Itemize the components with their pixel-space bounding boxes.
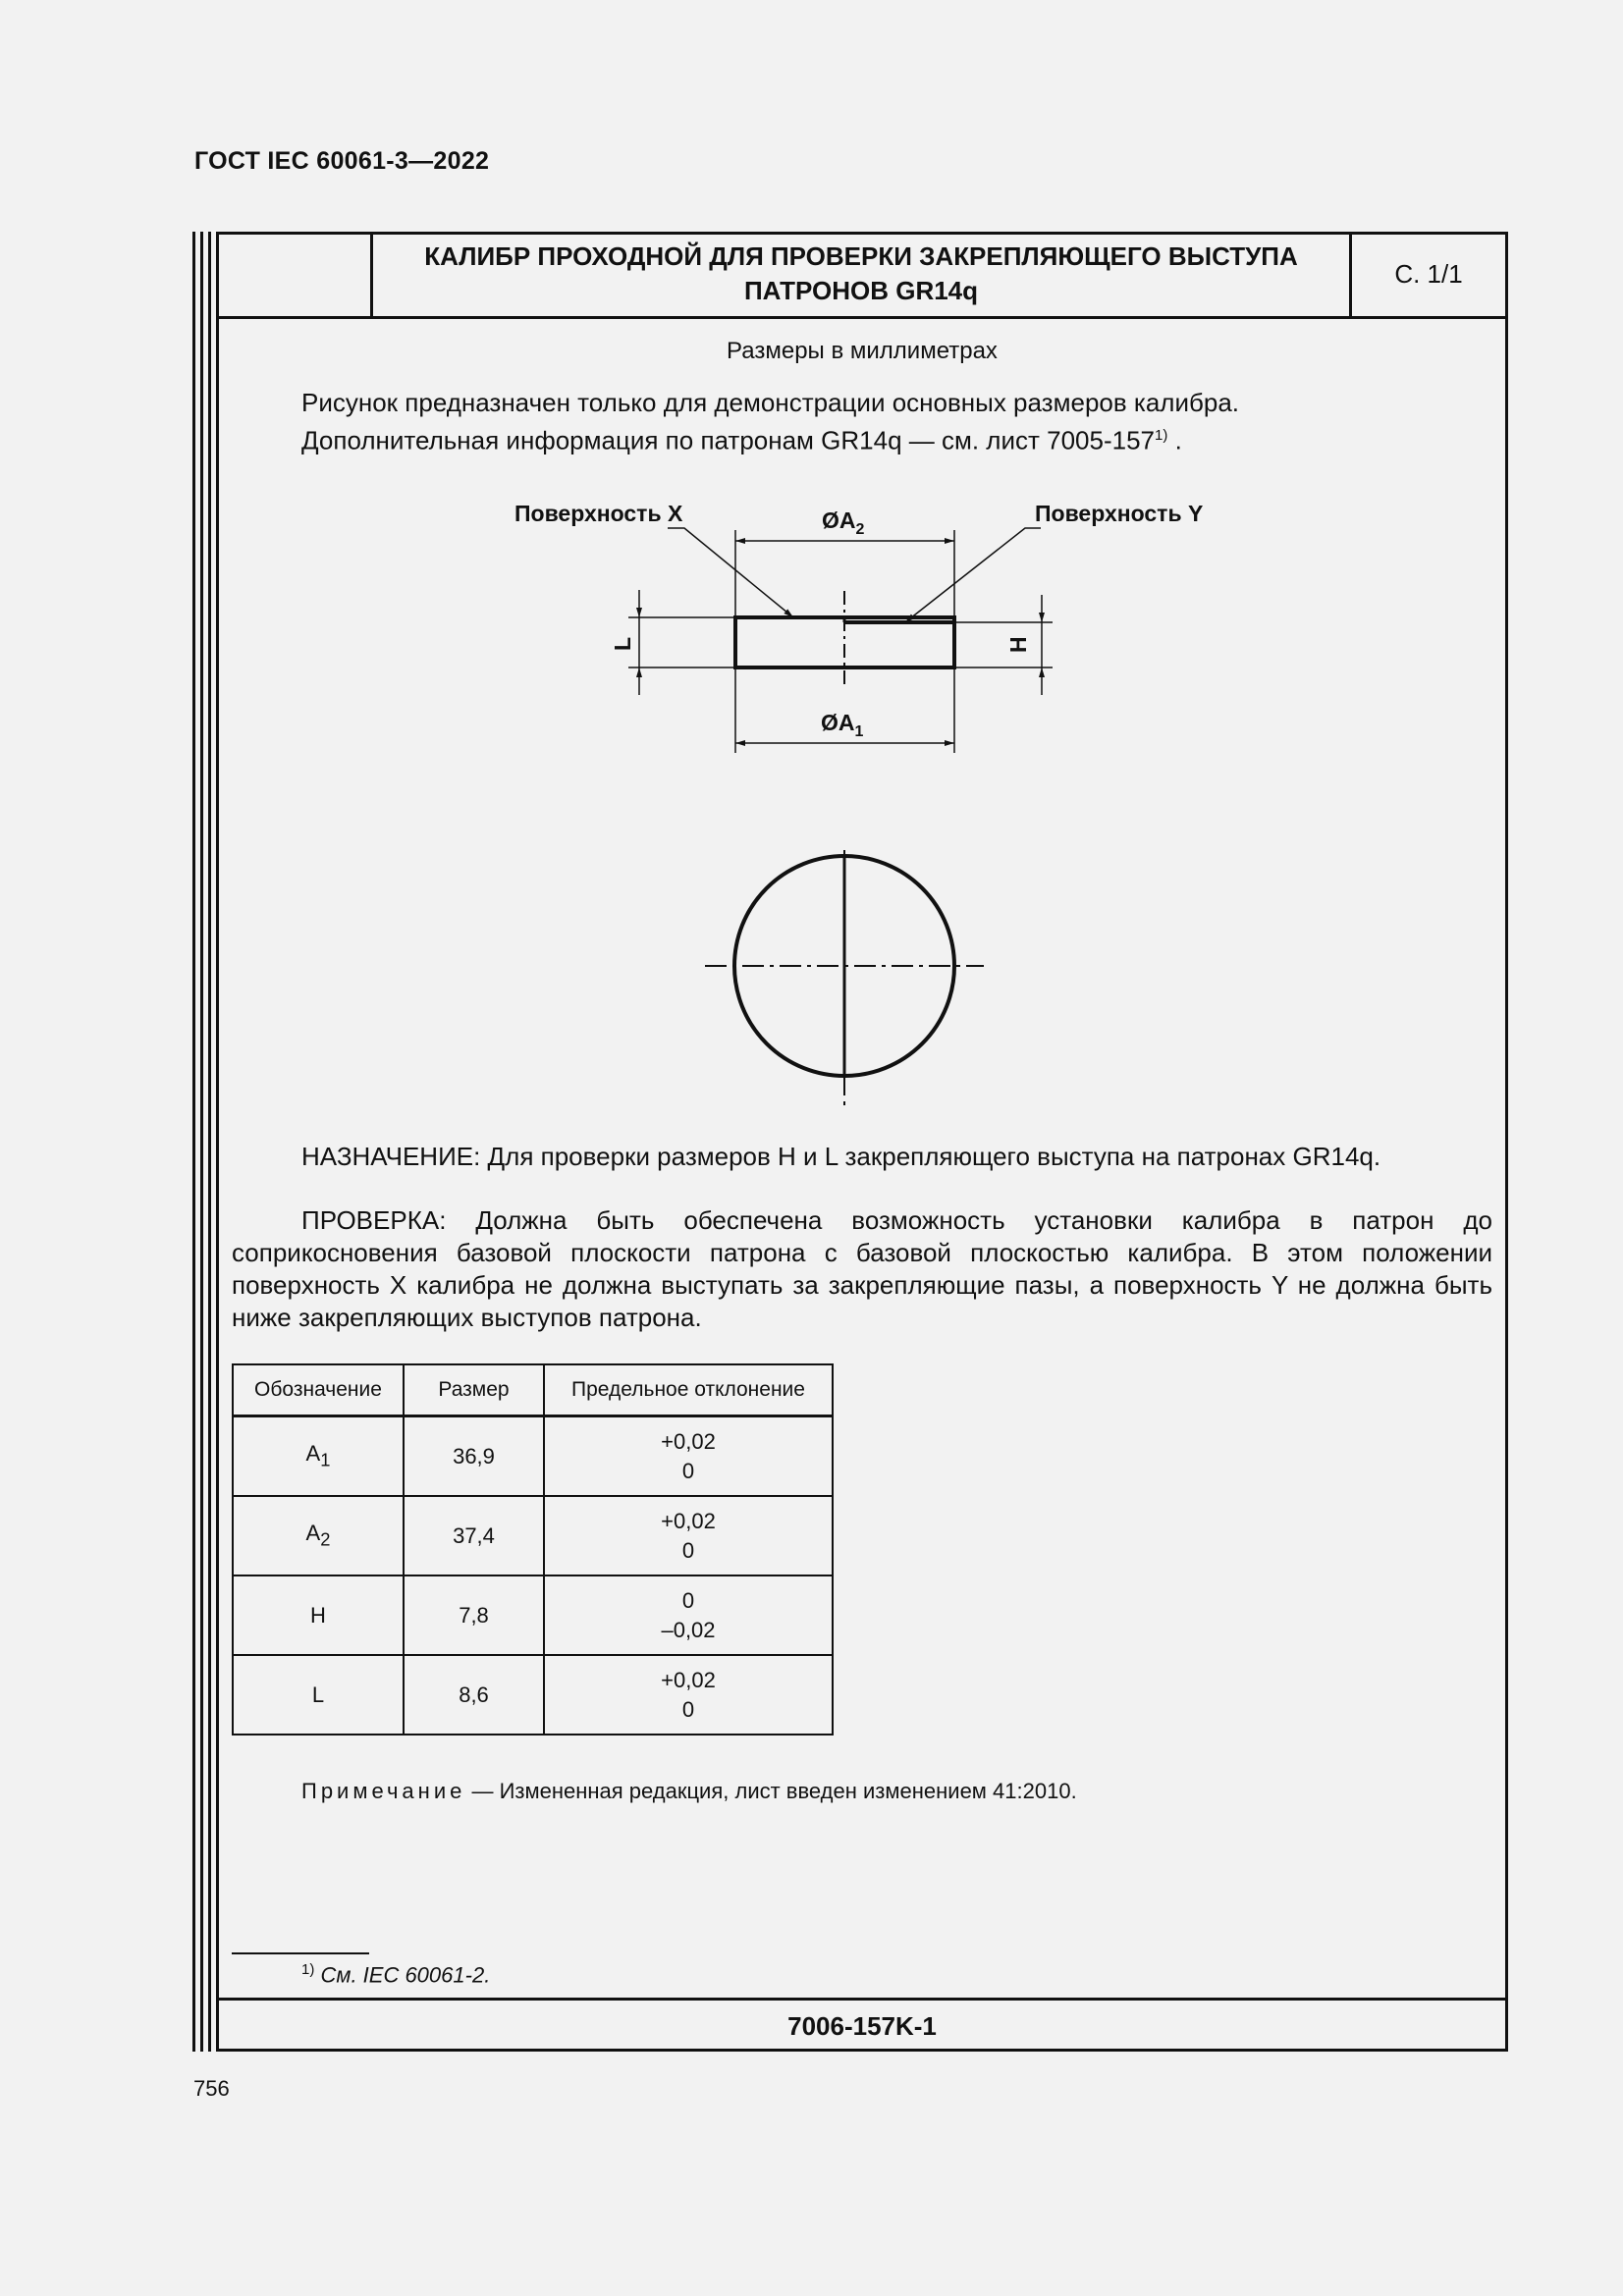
- label-surface-x: Поверхность X: [514, 501, 683, 526]
- table-header-row: [233, 1364, 833, 1416]
- footnote-ref: 1): [1155, 427, 1168, 444]
- label-surface-y: Поверхность Y: [1035, 501, 1204, 526]
- document-header: ГОСТ IEC 60061-3—2022: [194, 147, 490, 175]
- label-dia-a2: $ØA_2$: [822, 507, 865, 538]
- sheet-code: 7006-157K-1: [216, 1998, 1508, 2052]
- label-dia-a1: $ØA_1$: [821, 710, 864, 740]
- check-text: ПРОВЕРКА: Должна быть обеспечена возможность установки калибра в патрон до соприкосновения базовой плоскости патрона с базовой плоскостью калибра. В этом положении поверхность X калибра не должна выступать за закрепляющие пазы, а поверхность Y не должна быть ниже закрепляющих выступов патрона.: [232, 1205, 1492, 1332]
- units-note: Размеры в миллиметрах: [727, 338, 998, 364]
- table-row: [233, 1575, 833, 1655]
- leader-surface-y: [905, 528, 1041, 622]
- dimensions-table: [232, 1363, 834, 1735]
- col-header-size: Размер: [404, 1364, 544, 1416]
- cell-size: 37,4: [404, 1496, 544, 1575]
- col-header-tolerance: Предельное отклонение: [544, 1364, 833, 1416]
- cell-symbol: $A_1$: [233, 1416, 404, 1497]
- page-number: 756: [193, 2076, 230, 2101]
- sheet-title: КАЛИБР ПРОХОДНОЙ ДЛЯ ПРОВЕРКИ ЗАКРЕПЛЯЮЩЕГО ВЫСТУПА ПАТРОНОВ GR14q: [424, 241, 1298, 305]
- note-label: Примечание: [301, 1779, 466, 1803]
- footnote: $^{1)}$ См. IEC 60061-2.: [301, 1961, 491, 1988]
- cell-symbol: L: [233, 1655, 404, 1735]
- cell-symbol: $A_2$: [233, 1496, 404, 1575]
- label-dim-h: H: [1005, 636, 1031, 653]
- cell-tolerance: +0,02 0: [544, 1496, 833, 1575]
- cell-size: 36,9: [404, 1416, 544, 1497]
- footnote-divider: [232, 1952, 369, 1954]
- cell-tolerance: 0 –0,02: [544, 1575, 833, 1655]
- label-dim-l: L: [610, 636, 635, 651]
- cell-size: 8,6: [404, 1655, 544, 1735]
- col-header-symbol: Обозначение: [233, 1364, 404, 1416]
- purpose-text: НАЗНАЧЕНИЕ: Для проверки размеров H и L закрепляющего выступа на патронах GR14q.: [301, 1142, 1381, 1171]
- intro-line-1: Рисунок предназначен только для демонстрации основных размеров калибра.: [301, 388, 1240, 417]
- cell-tolerance: +0,02 0: [544, 1655, 833, 1735]
- table-row: [233, 1655, 833, 1735]
- cell-symbol: H: [233, 1575, 404, 1655]
- intro-line-2: Дополнительная информация по патронам GR14q — см. лист 7005-157$^{1)}$ .: [301, 425, 1182, 455]
- sheet-page-number: С. 1/1: [1394, 258, 1463, 289]
- cell-size: 7,8: [404, 1575, 544, 1655]
- cell-tolerance: +0,02 0: [544, 1416, 833, 1497]
- table-row: [233, 1416, 833, 1497]
- note-text: Примечание — Измененная редакция, лист введен изменением 41:2010.: [301, 1779, 1077, 1803]
- table-row: [233, 1496, 833, 1575]
